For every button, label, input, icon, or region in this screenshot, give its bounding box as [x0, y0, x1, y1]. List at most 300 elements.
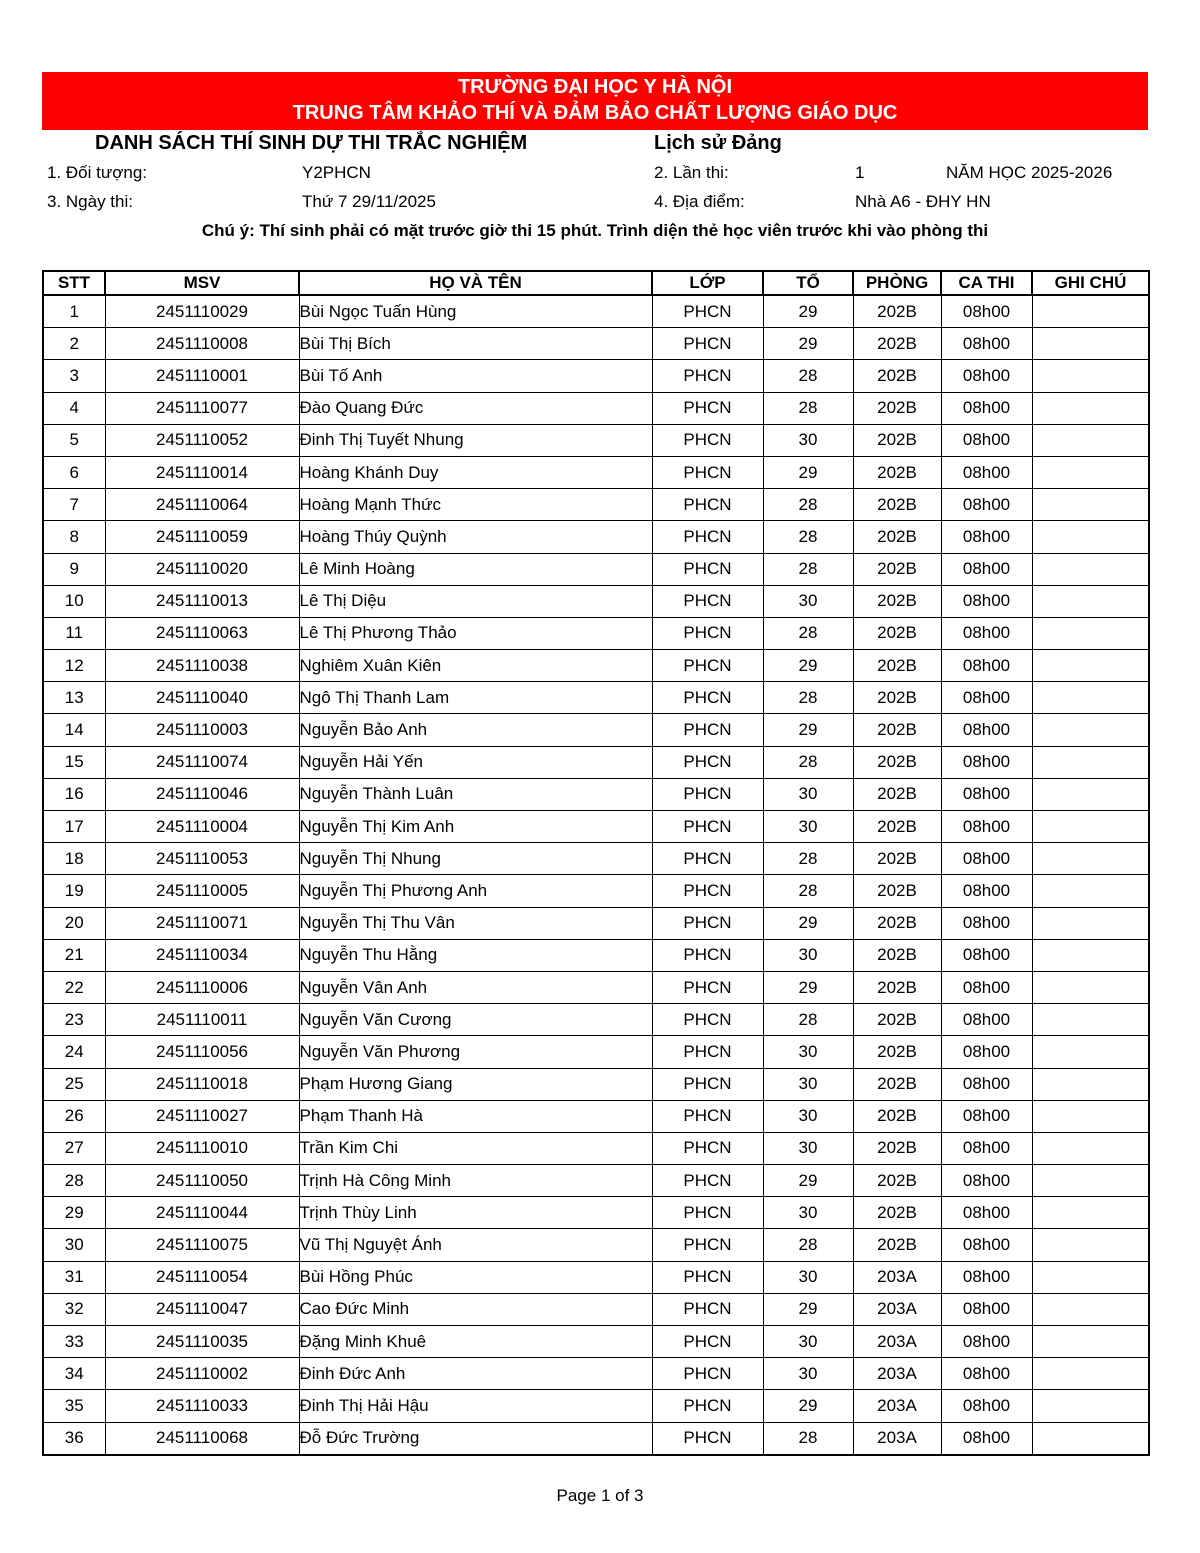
row-shift: 08h00 [941, 682, 1032, 714]
row-notes [1032, 424, 1149, 456]
row-notes [1032, 1293, 1149, 1325]
row-notes [1032, 1036, 1149, 1068]
row-room: 202B [853, 650, 941, 682]
row-class: PHCN [652, 875, 763, 907]
row-shift: 08h00 [941, 328, 1032, 360]
row-class: PHCN [652, 1132, 763, 1164]
row-stt: 26 [43, 1100, 105, 1132]
row-group: 30 [763, 1100, 853, 1132]
row-stt: 30 [43, 1229, 105, 1261]
row-full-name: Nguyễn Thị Thu Vân [299, 907, 652, 939]
row-room: 202B [853, 907, 941, 939]
row-stt: 13 [43, 682, 105, 714]
row-group: 28 [763, 1229, 853, 1261]
row-notes [1032, 811, 1149, 843]
table-row [43, 424, 1149, 456]
row-group: 28 [763, 843, 853, 875]
row-room: 202B [853, 778, 941, 810]
row-notes [1032, 617, 1149, 649]
row-stt: 35 [43, 1390, 105, 1422]
row-shift: 08h00 [941, 617, 1032, 649]
row-class: PHCN [652, 1197, 763, 1229]
row-shift: 08h00 [941, 1197, 1032, 1229]
row-group: 28 [763, 553, 853, 585]
row-class: PHCN [652, 392, 763, 424]
row-full-name: Đinh Thị Hải Hậu [299, 1390, 652, 1422]
table-row [43, 939, 1149, 971]
row-room: 202B [853, 682, 941, 714]
row-room: 203A [853, 1261, 941, 1293]
page-number: Page 1 of 3 [556, 1486, 644, 1505]
row-group: 28 [763, 617, 853, 649]
attendance-note: Chú ý: Thí sinh phải có mặt trước giờ thi 15 phút. Trình diện thẻ học viên trước khi vào phòng thi [201, 221, 989, 240]
row-msv: 2451110052 [105, 424, 299, 456]
row-room: 202B [853, 521, 941, 553]
row-room: 202B [853, 392, 941, 424]
row-room: 202B [853, 811, 941, 843]
row-shift: 08h00 [941, 875, 1032, 907]
table-row [43, 811, 1149, 843]
row-full-name: Nguyễn Thị Phương Anh [299, 875, 652, 907]
row-stt: 9 [43, 553, 105, 585]
row-group: 30 [763, 778, 853, 810]
row-notes [1032, 456, 1149, 488]
row-room: 202B [853, 1197, 941, 1229]
table-row [43, 1068, 1149, 1100]
row-room: 202B [853, 424, 941, 456]
row-stt: 18 [43, 843, 105, 875]
row-class: PHCN [652, 456, 763, 488]
row-msv: 2451110029 [105, 295, 299, 328]
row-stt: 5 [43, 424, 105, 456]
row-notes [1032, 521, 1149, 553]
row-msv: 2451110074 [105, 746, 299, 778]
row-shift: 08h00 [941, 1100, 1032, 1132]
school-name: TRƯỜNG ĐẠI HỌC Y HÀ NỘI [457, 76, 733, 98]
row-stt: 7 [43, 489, 105, 521]
row-room: 202B [853, 875, 941, 907]
row-full-name: Lê Minh Hoàng [299, 553, 652, 585]
row-group: 28 [763, 521, 853, 553]
row-msv: 2451110077 [105, 392, 299, 424]
row-notes [1032, 1358, 1149, 1390]
row-full-name: Trần Kim Chi [299, 1132, 652, 1164]
table-row [43, 875, 1149, 907]
row-shift: 08h00 [941, 489, 1032, 521]
row-group: 30 [763, 1132, 853, 1164]
row-stt: 20 [43, 907, 105, 939]
row-msv: 2451110002 [105, 1358, 299, 1390]
row-stt: 29 [43, 1197, 105, 1229]
row-shift: 08h00 [941, 392, 1032, 424]
table-row [43, 1197, 1149, 1229]
header-group: TỔ [763, 271, 853, 295]
row-full-name: Nguyễn Vân Anh [299, 971, 652, 1003]
row-room: 203A [853, 1358, 941, 1390]
row-class: PHCN [652, 328, 763, 360]
row-room: 202B [853, 1036, 941, 1068]
row-notes [1032, 392, 1149, 424]
row-class: PHCN [652, 424, 763, 456]
row-notes [1032, 360, 1149, 392]
row-room: 202B [853, 1004, 941, 1036]
row-room: 202B [853, 360, 941, 392]
table-row [43, 328, 1149, 360]
row-shift: 08h00 [941, 521, 1032, 553]
row-full-name: Bùi Hồng Phúc [299, 1261, 652, 1293]
table-row [43, 1390, 1149, 1422]
table-row [43, 1358, 1149, 1390]
row-group: 30 [763, 1326, 853, 1358]
row-full-name: Nguyễn Thành Luân [299, 778, 652, 810]
row-shift: 08h00 [941, 907, 1032, 939]
table-row [43, 682, 1149, 714]
row-shift: 08h00 [941, 1261, 1032, 1293]
row-msv: 2451110005 [105, 875, 299, 907]
row-notes [1032, 1068, 1149, 1100]
row-notes [1032, 714, 1149, 746]
row-notes [1032, 843, 1149, 875]
row-room: 202B [853, 1132, 941, 1164]
row-group: 30 [763, 811, 853, 843]
row-shift: 08h00 [941, 295, 1032, 328]
list-title: DANH SÁCH THÍ SINH DỰ THI TRẮC NGHIỆM [95, 132, 528, 154]
row-room: 202B [853, 456, 941, 488]
row-group: 28 [763, 875, 853, 907]
row-group: 30 [763, 585, 853, 617]
row-group: 29 [763, 650, 853, 682]
row-class: PHCN [652, 650, 763, 682]
row-room: 202B [853, 617, 941, 649]
row-class: PHCN [652, 1229, 763, 1261]
row-notes [1032, 1100, 1149, 1132]
row-full-name: Cao Đức Minh [299, 1293, 652, 1325]
row-full-name: Bùi Tố Anh [299, 360, 652, 392]
row-notes [1032, 875, 1149, 907]
row-full-name: Đào Quang Đức [299, 392, 652, 424]
row-notes [1032, 1390, 1149, 1422]
row-shift: 08h00 [941, 424, 1032, 456]
row-msv: 2451110047 [105, 1293, 299, 1325]
row-full-name: Nguyễn Văn Cương [299, 1004, 652, 1036]
row-notes [1032, 1165, 1149, 1197]
row-msv: 2451110054 [105, 1261, 299, 1293]
table-row [43, 778, 1149, 810]
row-group: 30 [763, 1068, 853, 1100]
row-class: PHCN [652, 778, 763, 810]
row-room: 202B [853, 295, 941, 328]
attempt-value: 1 [855, 163, 865, 182]
row-group: 30 [763, 1261, 853, 1293]
row-stt: 31 [43, 1261, 105, 1293]
row-stt: 3 [43, 360, 105, 392]
row-msv: 2451110003 [105, 714, 299, 746]
row-full-name: Đinh Thị Tuyết Nhung [299, 424, 652, 456]
row-notes [1032, 553, 1149, 585]
row-stt: 11 [43, 617, 105, 649]
row-room: 202B [853, 1100, 941, 1132]
row-full-name: Phạm Thanh Hà [299, 1100, 652, 1132]
row-class: PHCN [652, 746, 763, 778]
table-row [43, 553, 1149, 585]
date-label: 3. Ngày thi: [47, 192, 133, 211]
row-class: PHCN [652, 360, 763, 392]
row-shift: 08h00 [941, 1422, 1032, 1455]
row-room: 203A [853, 1390, 941, 1422]
table-row [43, 1261, 1149, 1293]
row-full-name: Đỗ Đức Trường [299, 1422, 652, 1455]
table-row [43, 1229, 1149, 1261]
table-row [43, 489, 1149, 521]
row-full-name: Nguyễn Thu Hằng [299, 939, 652, 971]
row-msv: 2451110001 [105, 360, 299, 392]
row-group: 29 [763, 1390, 853, 1422]
row-room: 202B [853, 1165, 941, 1197]
row-class: PHCN [652, 811, 763, 843]
row-notes [1032, 1422, 1149, 1455]
row-class: PHCN [652, 1068, 763, 1100]
row-stt: 36 [43, 1422, 105, 1455]
row-notes [1032, 1229, 1149, 1261]
table-row [43, 650, 1149, 682]
row-shift: 08h00 [941, 553, 1032, 585]
row-full-name: Nguyễn Thị Kim Anh [299, 811, 652, 843]
row-notes [1032, 778, 1149, 810]
row-notes [1032, 1197, 1149, 1229]
table-row [43, 1422, 1149, 1455]
header-banner [42, 72, 1148, 130]
row-class: PHCN [652, 1293, 763, 1325]
target-value: Y2PHCN [302, 163, 371, 182]
row-full-name: Hoàng Khánh Duy [299, 456, 652, 488]
row-stt: 21 [43, 939, 105, 971]
row-group: 29 [763, 971, 853, 1003]
row-msv: 2451110006 [105, 971, 299, 1003]
location-value: Nhà A6 - ĐHY HN [855, 192, 991, 211]
header-class: LỚP [652, 271, 763, 295]
row-notes [1032, 489, 1149, 521]
row-shift: 08h00 [941, 714, 1032, 746]
row-shift: 08h00 [941, 1165, 1032, 1197]
row-class: PHCN [652, 1004, 763, 1036]
row-stt: 2 [43, 328, 105, 360]
row-full-name: Hoàng Mạnh Thức [299, 489, 652, 521]
row-msv: 2451110050 [105, 1165, 299, 1197]
row-class: PHCN [652, 1036, 763, 1068]
row-stt: 17 [43, 811, 105, 843]
row-notes [1032, 1261, 1149, 1293]
row-shift: 08h00 [941, 650, 1032, 682]
row-msv: 2451110010 [105, 1132, 299, 1164]
row-stt: 10 [43, 585, 105, 617]
row-stt: 32 [43, 1293, 105, 1325]
row-full-name: Trịnh Hà Công Minh [299, 1165, 652, 1197]
table-row [43, 1004, 1149, 1036]
row-room: 202B [853, 553, 941, 585]
header-shift: CA THI [941, 271, 1032, 295]
row-class: PHCN [652, 521, 763, 553]
row-stt: 8 [43, 521, 105, 553]
row-msv: 2451110027 [105, 1100, 299, 1132]
row-class: PHCN [652, 1100, 763, 1132]
row-msv: 2451110059 [105, 521, 299, 553]
row-full-name: Ngô Thị Thanh Lam [299, 682, 652, 714]
row-shift: 08h00 [941, 843, 1032, 875]
header-notes: GHI CHÚ [1032, 271, 1149, 295]
row-shift: 08h00 [941, 456, 1032, 488]
row-msv: 2451110064 [105, 489, 299, 521]
table-row [43, 746, 1149, 778]
row-room: 203A [853, 1293, 941, 1325]
row-room: 202B [853, 843, 941, 875]
row-shift: 08h00 [941, 1390, 1032, 1422]
row-msv: 2451110013 [105, 585, 299, 617]
row-room: 202B [853, 328, 941, 360]
subject-title: Lịch sử Đảng [654, 132, 782, 154]
table-row [43, 456, 1149, 488]
row-stt: 6 [43, 456, 105, 488]
row-class: PHCN [652, 585, 763, 617]
row-notes [1032, 585, 1149, 617]
row-full-name: Nguyễn Hải Yến [299, 746, 652, 778]
row-stt: 15 [43, 746, 105, 778]
row-room: 202B [853, 1229, 941, 1261]
row-stt: 12 [43, 650, 105, 682]
row-group: 28 [763, 746, 853, 778]
row-class: PHCN [652, 1326, 763, 1358]
header-stt: STT [43, 271, 105, 295]
row-stt: 14 [43, 714, 105, 746]
table-row [43, 1036, 1149, 1068]
row-room: 202B [853, 714, 941, 746]
header-msv: MSV [105, 271, 299, 295]
row-msv: 2451110038 [105, 650, 299, 682]
school-year: NĂM HỌC 2025-2026 [946, 163, 1113, 182]
table-row [43, 1326, 1149, 1358]
row-shift: 08h00 [941, 585, 1032, 617]
attempt-label: 2. Lần thi: [654, 163, 729, 182]
row-room: 202B [853, 1068, 941, 1100]
row-notes [1032, 1004, 1149, 1036]
row-msv: 2451110071 [105, 907, 299, 939]
row-msv: 2451110068 [105, 1422, 299, 1455]
row-class: PHCN [652, 1390, 763, 1422]
header-full-name: HỌ VÀ TÊN [299, 271, 652, 295]
row-stt: 24 [43, 1036, 105, 1068]
table-row [43, 1165, 1149, 1197]
row-shift: 08h00 [941, 1036, 1032, 1068]
row-stt: 1 [43, 295, 105, 328]
row-full-name: Trịnh Thùy Linh [299, 1197, 652, 1229]
row-class: PHCN [652, 843, 763, 875]
row-notes [1032, 939, 1149, 971]
row-msv: 2451110011 [105, 1004, 299, 1036]
row-full-name: Nguyễn Văn Phương [299, 1036, 652, 1068]
table-row [43, 971, 1149, 1003]
row-shift: 08h00 [941, 811, 1032, 843]
table-row [43, 392, 1149, 424]
row-group: 30 [763, 1358, 853, 1390]
row-notes [1032, 1132, 1149, 1164]
header-room: PHÒNG [853, 271, 941, 295]
row-class: PHCN [652, 617, 763, 649]
target-label: 1. Đối tượng: [47, 163, 148, 182]
row-notes [1032, 295, 1149, 328]
row-class: PHCN [652, 1165, 763, 1197]
row-class: PHCN [652, 907, 763, 939]
row-notes [1032, 971, 1149, 1003]
row-stt: 33 [43, 1326, 105, 1358]
row-stt: 23 [43, 1004, 105, 1036]
row-stt: 16 [43, 778, 105, 810]
row-stt: 4 [43, 392, 105, 424]
row-group: 28 [763, 1422, 853, 1455]
row-full-name: Bùi Thị Bích [299, 328, 652, 360]
row-msv: 2451110044 [105, 1197, 299, 1229]
row-full-name: Hoàng Thúy Quỳnh [299, 521, 652, 553]
table-row [43, 843, 1149, 875]
row-notes [1032, 650, 1149, 682]
row-room: 202B [853, 489, 941, 521]
row-room: 203A [853, 1422, 941, 1455]
row-notes [1032, 328, 1149, 360]
row-group: 28 [763, 489, 853, 521]
row-group: 29 [763, 907, 853, 939]
row-shift: 08h00 [941, 1358, 1032, 1390]
row-stt: 27 [43, 1132, 105, 1164]
location-label: 4. Địa điểm: [654, 192, 745, 211]
row-group: 28 [763, 360, 853, 392]
row-shift: 08h00 [941, 360, 1032, 392]
row-notes [1032, 1326, 1149, 1358]
row-full-name: Đặng Minh Khuê [299, 1326, 652, 1358]
row-class: PHCN [652, 939, 763, 971]
row-stt: 25 [43, 1068, 105, 1100]
row-group: 30 [763, 424, 853, 456]
row-class: PHCN [652, 714, 763, 746]
date-value: Thứ 7 29/11/2025 [302, 192, 436, 211]
candidate-table [42, 270, 1150, 1456]
row-group: 28 [763, 682, 853, 714]
row-class: PHCN [652, 1261, 763, 1293]
table-header-row [43, 271, 1149, 295]
row-full-name: Nguyễn Bảo Anh [299, 714, 652, 746]
row-full-name: Lê Thị Diệu [299, 585, 652, 617]
row-msv: 2451110004 [105, 811, 299, 843]
row-stt: 22 [43, 971, 105, 1003]
table-row [43, 1132, 1149, 1164]
row-notes [1032, 907, 1149, 939]
row-shift: 08h00 [941, 746, 1032, 778]
row-msv: 2451110053 [105, 843, 299, 875]
table-row [43, 1293, 1149, 1325]
row-msv: 2451110008 [105, 328, 299, 360]
row-group: 30 [763, 1036, 853, 1068]
row-full-name: Bùi Ngọc Tuấn Hùng [299, 295, 652, 328]
row-group: 30 [763, 939, 853, 971]
row-msv: 2451110035 [105, 1326, 299, 1358]
row-shift: 08h00 [941, 971, 1032, 1003]
row-msv: 2451110033 [105, 1390, 299, 1422]
row-stt: 28 [43, 1165, 105, 1197]
row-class: PHCN [652, 489, 763, 521]
row-shift: 08h00 [941, 1229, 1032, 1261]
center-name: TRUNG TÂM KHẢO THÍ VÀ ĐẢM BẢO CHẤT LƯỢNG GIÁO DỤC [292, 102, 898, 124]
row-full-name: Vũ Thị Nguyệt Ánh [299, 1229, 652, 1261]
row-shift: 08h00 [941, 1068, 1032, 1100]
row-full-name: Lê Thị Phương Thảo [299, 617, 652, 649]
row-group: 28 [763, 1004, 853, 1036]
